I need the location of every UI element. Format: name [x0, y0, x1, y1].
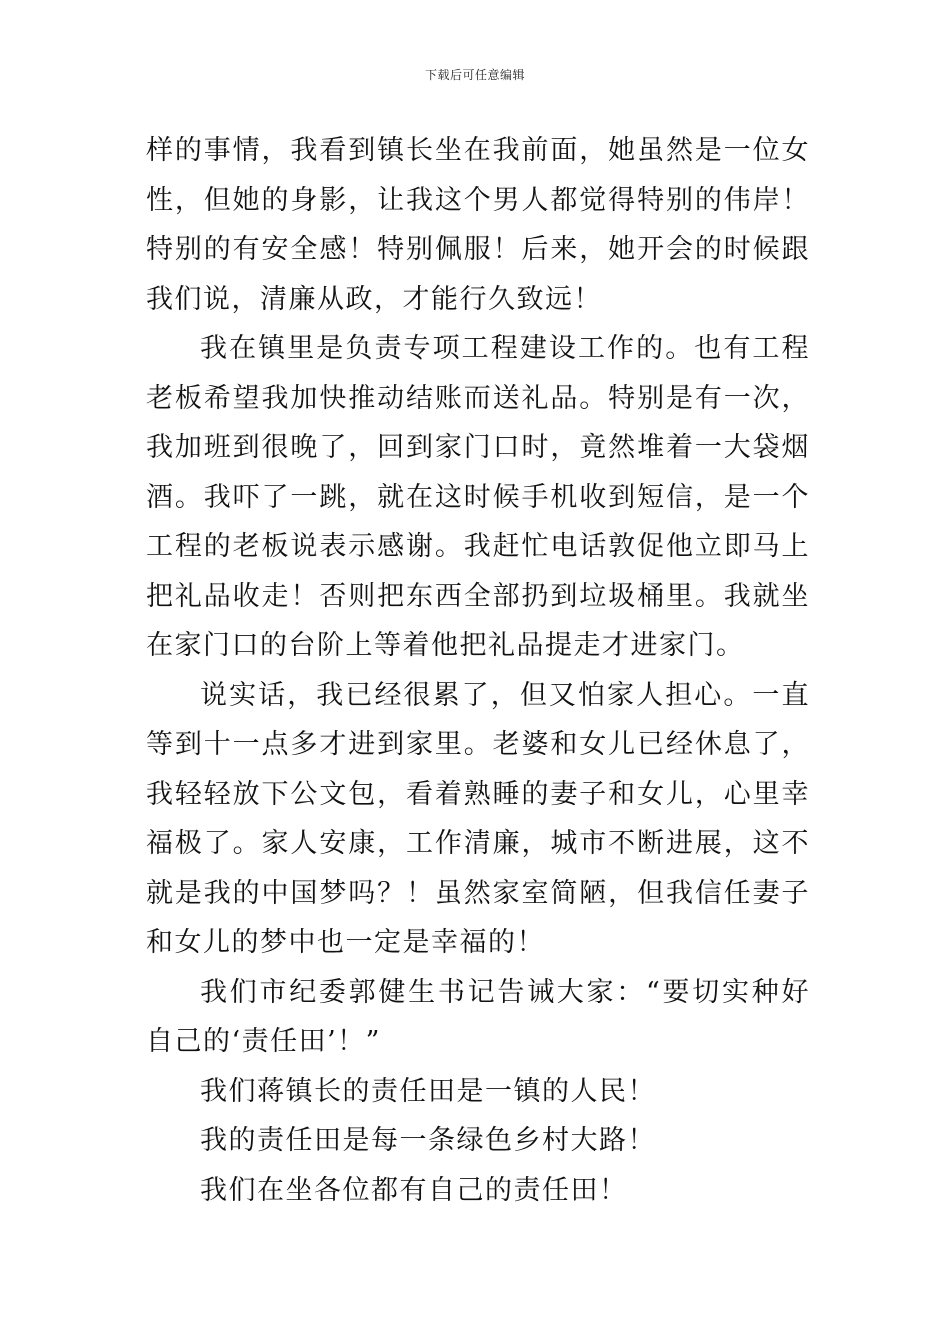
paragraph-my-field: 我的责任田是每一条绿色乡村大路！ — [200, 1125, 656, 1156]
paragraph-gift-story: 我在镇里是负责专项工程建设工作的。也有工程老板希望我加快推动结账而送礼品。特别是有一次，我加班到很晚了，回到家门口时，竟然堆着一大袋烟酒。我吓了一跳，就在这时候手机收到短信，是一个工程的老板说表示感谢。我赶忙电话敦促他立即马上把礼品收走！否则把东西全部扔到垃圾桶里。我就坐在家门口的台阶上等着他把礼品提走才进家门。 — [146, 333, 810, 661]
paragraph-mayor-field: 我们蒋镇长的责任田是一镇的人民！ — [200, 1075, 656, 1107]
paragraph-everyone-field: 我们在坐各位都有自己的责任田！ — [200, 1174, 628, 1206]
document-body — [146, 126, 810, 1215]
page-header: 下载后可任意编辑 — [424, 68, 525, 82]
paragraph-continuation: 样的事情，我看到镇长坐在我前面，她虽然是一位女性，但她的身影，让我这个男人都觉得特别的伟岸！特别的有安全感！特别佩服！后来，她开会的时候跟我们说，清廉从政，才能行久致远！ — [146, 135, 810, 315]
paragraph-quote: 我们市纪委郭健生书记告诫大家：“要切实种好自己的‘责任田’！” — [146, 976, 810, 1057]
paragraph-family: 说实话，我已经很累了，但又怕家人担心。一直等到十一点多才进到家里。老婆和女儿已经休息了，我轻轻放下公文包，看着熟睡的妻子和女儿，心里幸福极了。家人安康，工作清廉，城市不断进展，这不就是我的中国梦吗？！虽然家室简陋，但我信任妻子和女儿的梦中也一定是幸福的！ — [146, 679, 810, 958]
